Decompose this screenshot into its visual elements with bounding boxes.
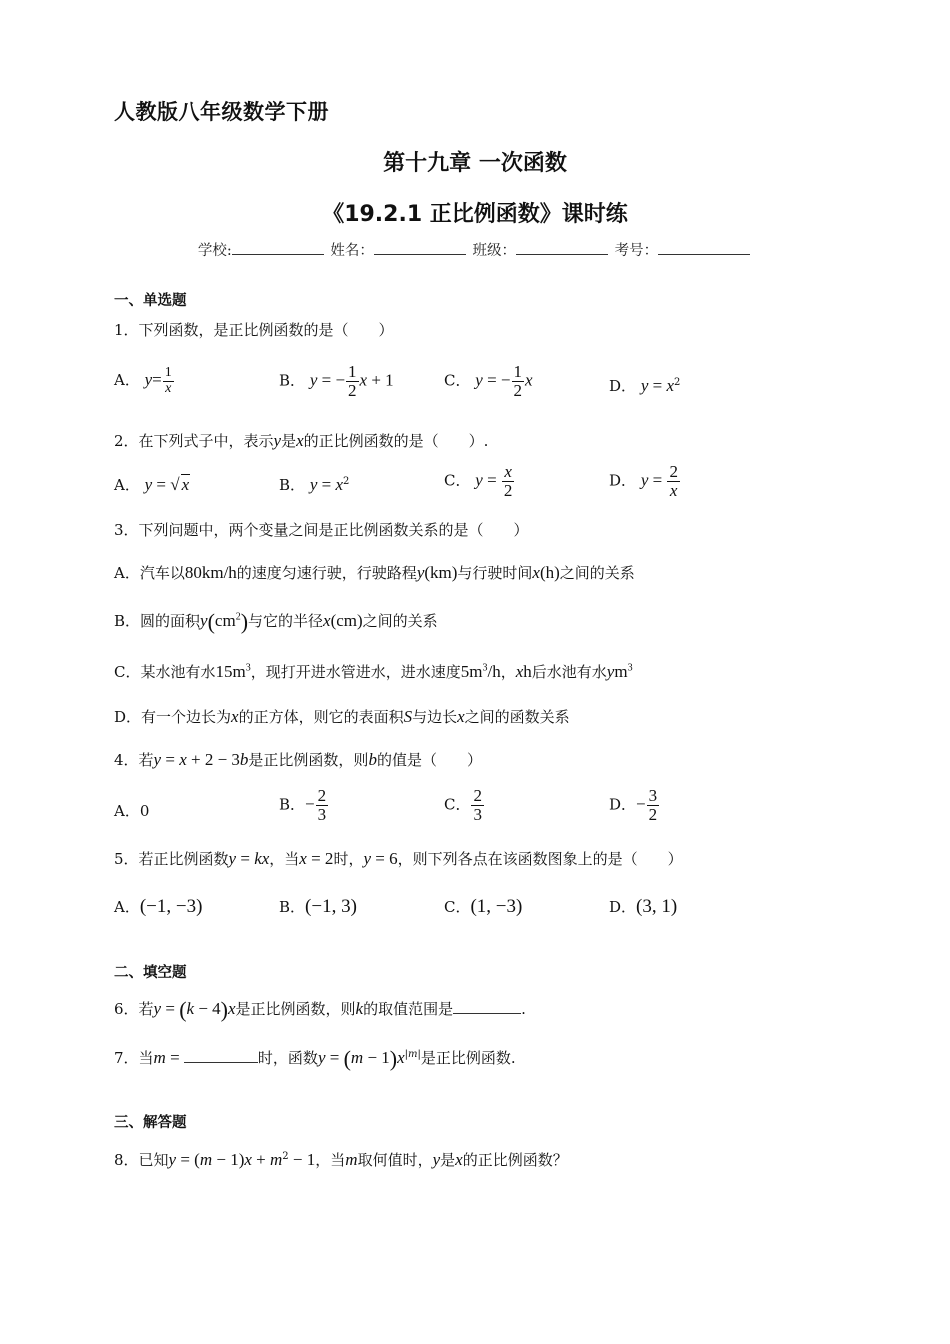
- q2-option-d[interactable]: D． y = $\frac{2}{x}$: [609, 462, 678, 500]
- q3-stem: 3．下列问题中，两个变量之间是正比例函数关系的是（ ）: [114, 521, 529, 539]
- q3-option-c[interactable]: C．某水池有水$15m^3$，现打开进水管进水，进水速度$5m^3/h$，xh后水池有水$ym^3$: [114, 662, 633, 681]
- q2-option-b[interactable]: B． $y = x^2$: [279, 475, 350, 494]
- q1-option-b[interactable]: B． y = − $\frac{1}{2}$ x + 1: [279, 362, 394, 400]
- q2-option-a[interactable]: A． y = √ x: [114, 475, 190, 494]
- q5-option-c[interactable]: C．(1, −3): [444, 896, 523, 917]
- class-label: 班级：: [472, 243, 516, 259]
- name-blank[interactable]: [374, 240, 466, 255]
- q4-option-a[interactable]: A．0: [114, 802, 150, 820]
- school-label: 学校:: [197, 243, 232, 259]
- q2-stem: 2．在下列式子中，表示y是x的正比例函数的是（ ）.: [114, 431, 489, 450]
- q1-option-d[interactable]: D． $y = x^2$: [609, 376, 681, 395]
- q6-stem: 6．若y = (k − 4)x是正比例函数，则k的取值范围是 .: [114, 997, 526, 1022]
- q3-option-d[interactable]: D．有一个边长为x的正方体，则它的表面积S与边长x之间的函数关系: [114, 707, 570, 726]
- student-info-line: [0, 239, 950, 260]
- section-answer: 三、解答题: [114, 1115, 187, 1131]
- exam-no-label: 考号：: [614, 243, 659, 259]
- q3-option-a[interactable]: A．汽车以80km/h的速度匀速行驶，行驶路程y(km)与行驶时间x(h)之间的关系: [114, 563, 635, 582]
- q3-option-b[interactable]: B．圆的面积$y(cm^2)$与它的半径x(cm)之间的关系: [114, 609, 438, 634]
- q4-option-c[interactable]: C． $\frac{2}{3}$: [444, 786, 482, 824]
- name-label: 姓名：: [330, 243, 374, 259]
- q6-answer-blank[interactable]: [453, 999, 521, 1014]
- q1-option-a[interactable]: A． y= $\frac{1}{x}$: [114, 365, 172, 396]
- chapter-title: 第十九章 一次函数: [383, 151, 567, 176]
- exam-no-blank[interactable]: [658, 240, 750, 255]
- q7-stem: 7．当m = 时，函数$y = (m - 1)x^{|m|}$是正比例函数.: [114, 1046, 516, 1071]
- q5-option-a[interactable]: A．(−1, −3): [114, 896, 203, 917]
- q5-option-b[interactable]: B．(−1, 3): [279, 896, 357, 917]
- q4-option-b[interactable]: B．− $\frac{2}{3}$: [279, 786, 327, 824]
- class-blank[interactable]: [516, 240, 608, 255]
- q8-stem: 8．已知$y = (m - 1)x + m^2 - 1$，当m取何值时，y是x的正比例函数？: [114, 1150, 568, 1169]
- q1-stem: 1．下列函数，是正比例函数的是（ ）: [114, 321, 394, 339]
- q5-option-d[interactable]: D．(3, 1): [609, 896, 678, 917]
- lesson-title: 《19.2.1 正比例函数》课时练: [322, 202, 628, 227]
- section-single-choice: 一、单选题: [114, 293, 187, 309]
- q7-answer-blank[interactable]: [184, 1048, 258, 1063]
- q1-option-c[interactable]: C． y = − $\frac{1}{2}$ x: [444, 362, 533, 400]
- q2-option-c[interactable]: C． y = $\frac{x}{2}$: [444, 462, 513, 500]
- q4-stem: 4．若y = x + 2 − 3b是正比例函数，则b的值是（ ）: [114, 750, 482, 769]
- school-blank[interactable]: [232, 240, 324, 255]
- q5-stem: 5．若正比例函数y = kx，当x = 2时，y = 6，则下列各点在该函数图象上的是（ ）: [114, 849, 683, 868]
- publisher-line: 人教版八年级数学下册: [114, 100, 329, 124]
- section-fill-blank: 二、填空题: [114, 965, 187, 981]
- q4-option-d[interactable]: D．− $\frac{3}{2}$: [609, 786, 658, 824]
